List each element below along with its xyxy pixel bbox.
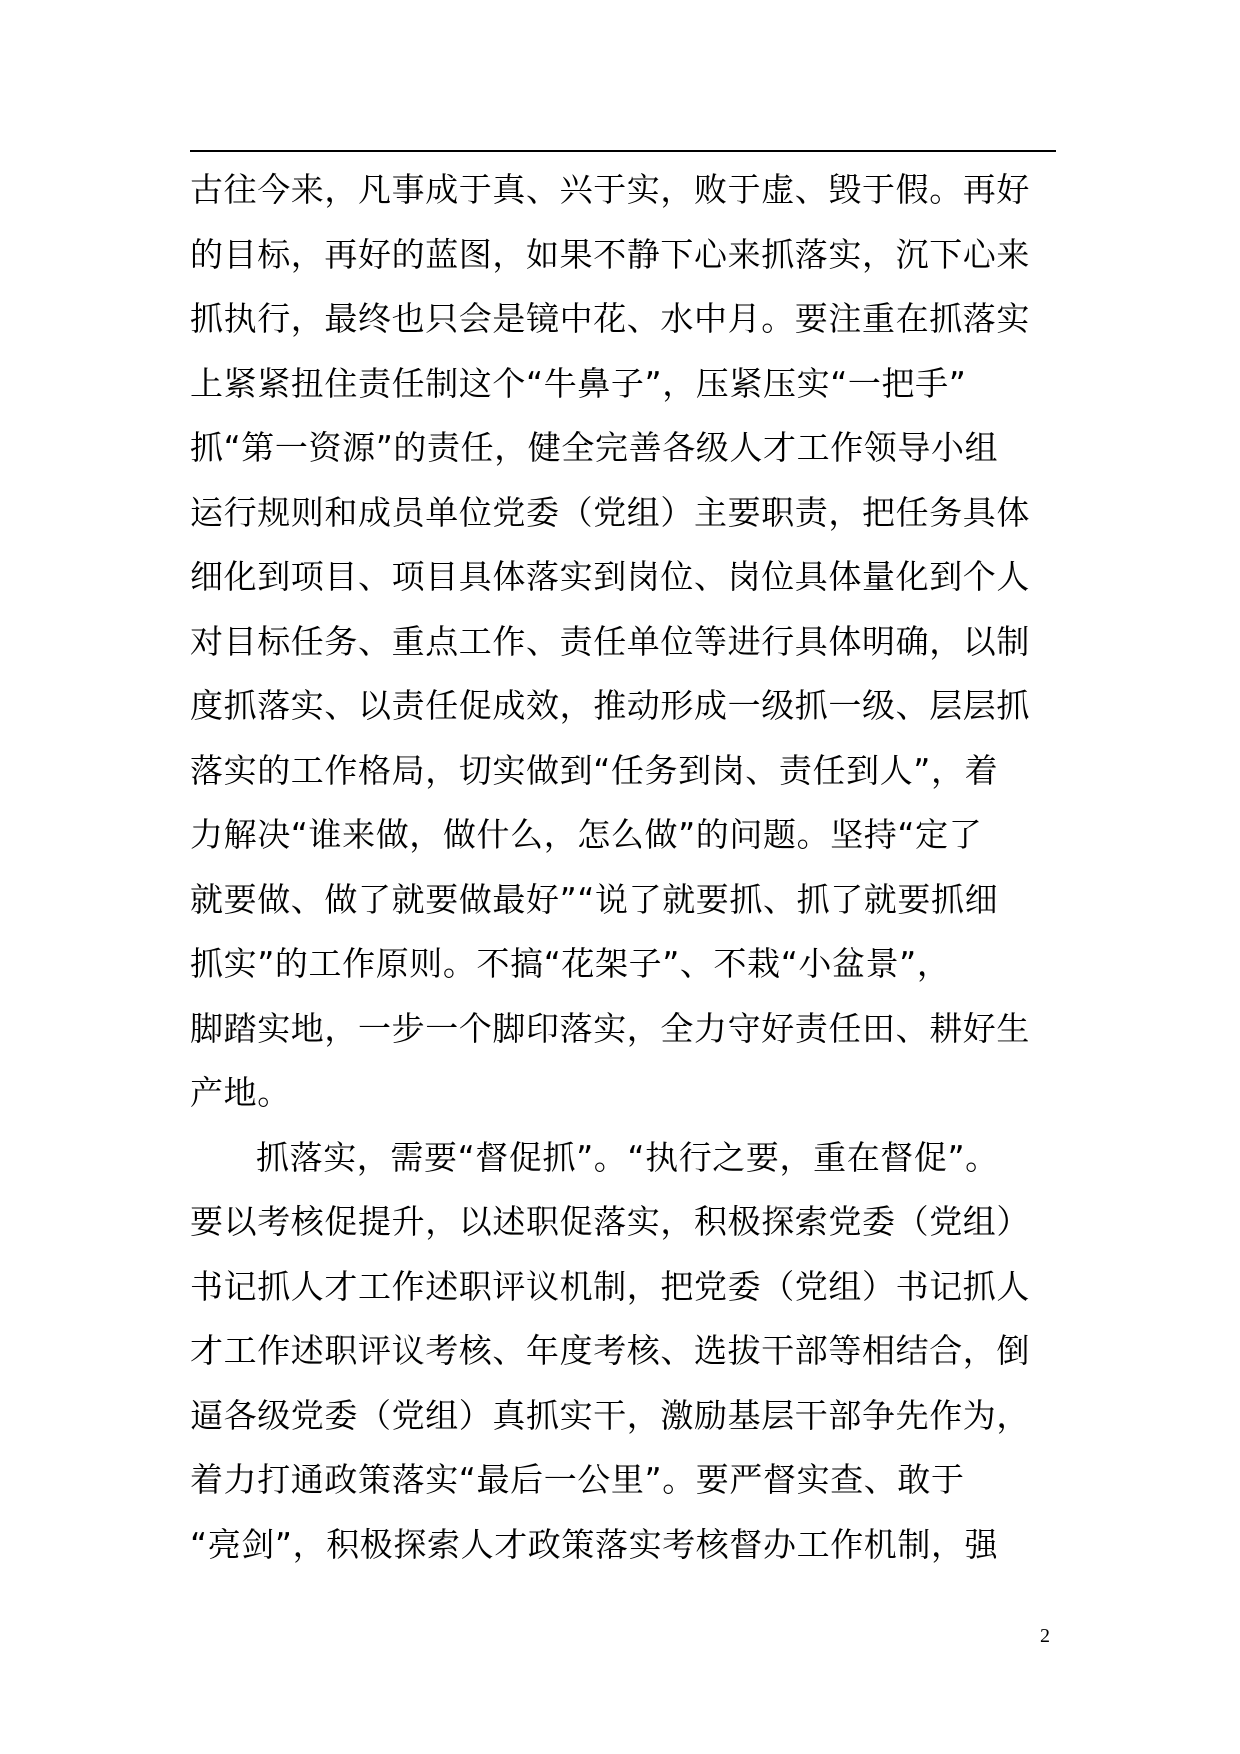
body-text [190, 158, 1056, 1577]
text-line: 落实的工作格局，切实做到“任务到岗、责任到人”，着 [190, 750, 999, 790]
text-line: 运行规则和成员单位党委（党组）主要职责，把任务具体 [190, 492, 1030, 532]
header-rule [190, 150, 1056, 152]
text-line: 书记抓人才工作述职评议机制，把党委（党组）书记抓人 [190, 1266, 1030, 1306]
text-line: 抓“第一资源”的责任，健全完善各级人才工作领导小组 [190, 428, 999, 467]
text-line: 上紧紧扭住责任制这个“牛鼻子”，压紧压实“一把手” [190, 363, 967, 403]
text-line: 就要做、做了就要做最好”“说了就要抓、抓了就要抓细 [190, 879, 999, 919]
paragraph-first-line: 抓落实，需要“督促抓”。“执行之要，重在督促”。 [256, 1137, 999, 1177]
text-line: 度抓落实、以责任促成效，推动形成一级抓一级、层层抓 [190, 686, 1030, 725]
text-line: 逼各级党委（党组）真抓实干，激励基层干部争先作为， [190, 1395, 1030, 1435]
text-line: 细化到项目、项目具体落实到岗位、岗位具体量化到个人 [190, 557, 1030, 596]
text-line: 对目标任务、重点工作、责任单位等进行具体明确，以制 [190, 621, 1030, 661]
text-line: 才工作述职评议考核、年度考核、选拔干部等相结合，倒 [190, 1331, 1030, 1370]
page-number: 2 [1040, 1625, 1050, 1647]
text-line: 产地。 [190, 1073, 291, 1112]
text-line: 力解决“谁来做，做什么，怎么做”的问题。坚持“定了 [190, 815, 983, 854]
text-line: 抓实”的工作原则。不搞“花架子”、不栽“小盆景”， [190, 944, 951, 983]
text-line: “亮剑”，积极探索人才政策落实考核督办工作机制，强 [190, 1524, 999, 1564]
text-line: 着力打通政策落实“最后一公里”。要严督实查、敢于 [190, 1460, 965, 1499]
text-line: 要以考核促提升，以述职促落实，积极探索党委（党组） [190, 1202, 1030, 1241]
text-line: 的目标，再好的蓝图，如果不静下心来抓落实，沉下心来 [190, 234, 1030, 274]
text-line: 古往今来，凡事成于真、兴于实，败于虚、毁于假。再好 [190, 170, 1030, 209]
text-line: 抓执行，最终也只会是镜中花、水中月。要注重在抓落实 [190, 299, 1030, 338]
text-line: 脚踏实地，一步一个脚印落实，全力守好责任田、耕好生 [190, 1008, 1030, 1048]
